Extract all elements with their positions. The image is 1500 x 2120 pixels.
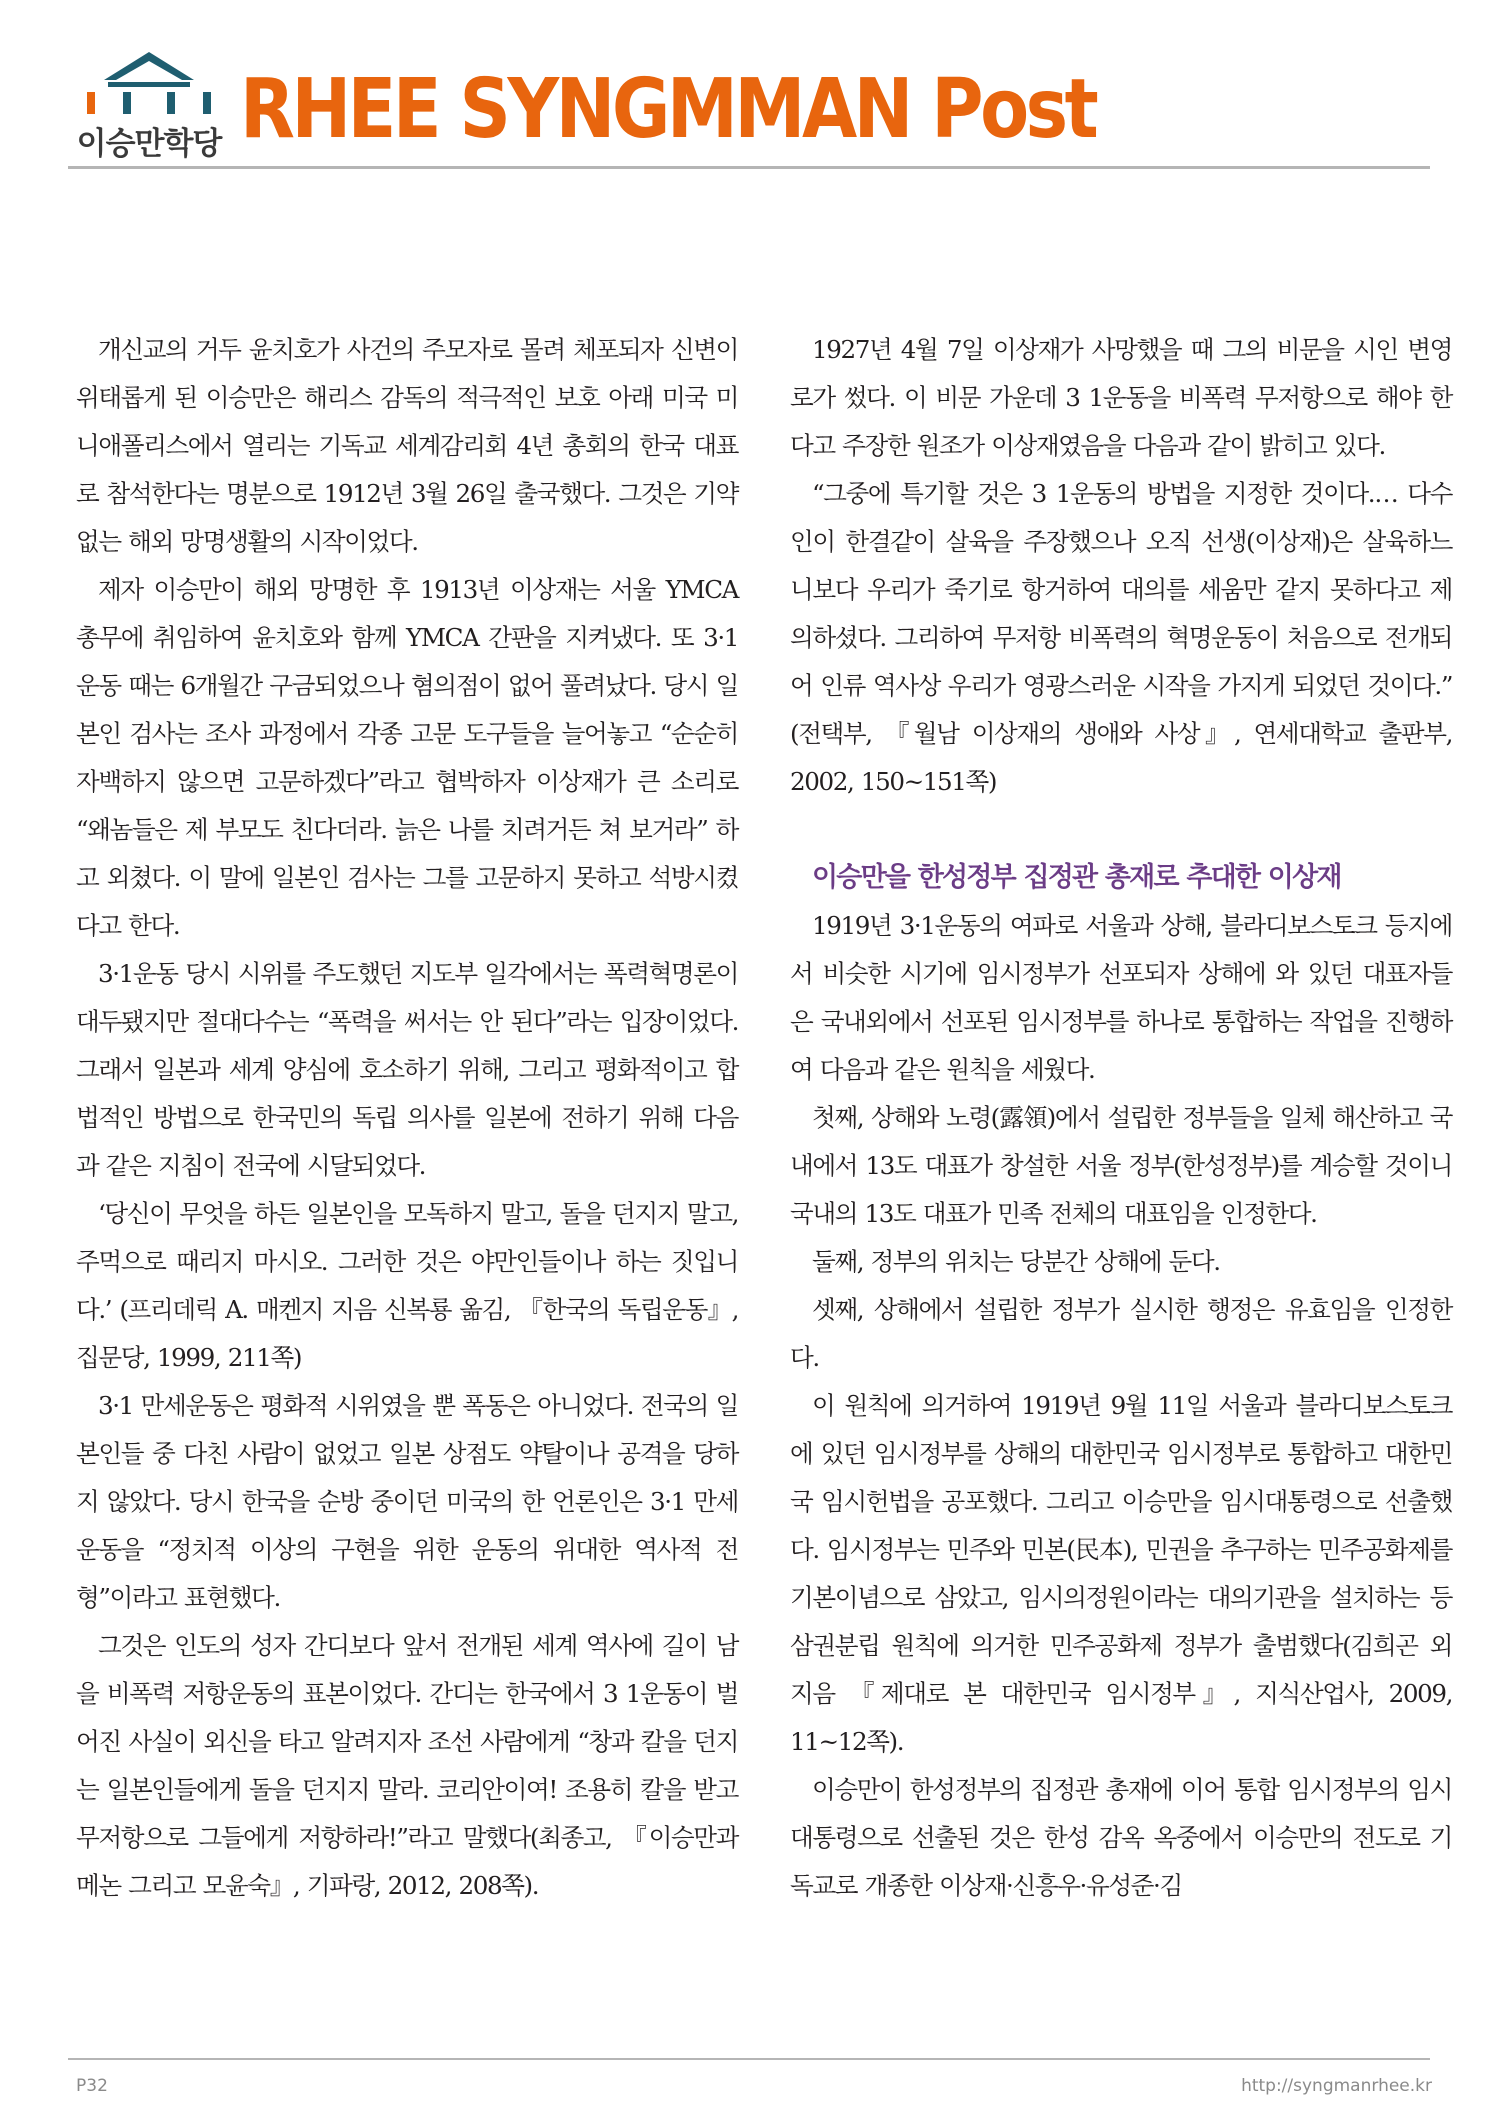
right-column bbox=[790, 326, 1452, 1910]
logo-text: 이승만학당 bbox=[76, 126, 222, 162]
body-paragraph: 이승만이 한성정부의 집정관 총재에 이어 통합 임시정부의 임시 대통령으로 선출된 것은 한성 감옥 옥중에서 이승만의 전도로 기독교로 개종한 이상재·신흥우·유성준·김 bbox=[790, 1775, 1452, 1900]
house-logo-icon bbox=[68, 52, 230, 122]
body-paragraph: 셋째, 상해에서 설립한 정부가 실시한 행정은 유효임을 인정한다. bbox=[790, 1295, 1452, 1372]
body-paragraph: 1927년 4월 7일 이상재가 사망했을 때 그의 비문을 시인 변영로가 썼다. 이 비문 가운데 3 1운동을 비폭력 무저항으로 해야 한다고 주장한 원조가 이상재였음을 다음과 같이 밝히고 있다. bbox=[790, 335, 1452, 460]
logo[interactable] bbox=[68, 52, 230, 162]
header bbox=[68, 48, 1428, 170]
body-paragraph: 둘째, 정부의 위치는 당분간 상해에 둔다. bbox=[812, 1247, 1220, 1276]
body-paragraph: 3·1운동 당시 시위를 주도했던 지도부 일각에서는 폭력혁명론이 대두됐지만 절대다수는 “폭력을 써서는 안 된다”라는 입장이었다. 그래서 일본과 세계 양심에 호소하기 위해, 그리고 평화적이고 합법적인 방법으로 한국민의 독립 의사를 일본에 전하기 위해 다음과 같은 지침이 전국에 시달되었다. bbox=[76, 959, 738, 1180]
footer-divider bbox=[68, 2058, 1430, 2060]
body-paragraph: 그것은 인도의 성자 간디보다 앞서 전개된 세계 역사에 길이 남을 비폭력 저항운동의 표본이었다. 간디는 한국에서 3 1운동이 벌어진 사실이 외신을 타고 알려지자 조선 사람에게 “창과 칼을 던지는 일본인들에게 돌을 던지지 말라. 코리안이여! 조용히 칼을 받고 무저항으로 그들에게 저항하라!”라고 말했다(최종고, 『이승만과 메논 그리고 모윤숙』, 기파랑, 2012, 208쪽). bbox=[76, 1631, 738, 1900]
quote-paragraph: “그중에 특기할 것은 3 1운동의 방법을 지정한 것이다.… 다수인이 한결같이 살육을 주장했으나 오직 선생(이상재)은 살육하느니보다 우리가 죽기로 항거하여 대의를 세움만 같지 못하다고 제의하셨다. 그리하여 무저항 비폭력의 혁명운동이 처음으로 전개되어 인류 역사상 우리가 영광스러운 시작을 가지게 되었던 것이다.” (전택부, 『월남 이상재의 생애와 사상』, 연세대학교 출판부, 2002, 150~151쪽) bbox=[790, 479, 1452, 796]
body-paragraph: 개신교의 거두 윤치호가 사건의 주모자로 몰려 체포되자 신변이 위태롭게 된 이승만은 해리스 감독의 적극적인 보호 아래 미국 미니애폴리스에서 열리는 기독교 세계감리회 4년 총회의 한국 대표로 참석한다는 명분으로 1912년 3월 26일 출국했다. 그것은 기약 없는 해외 망명생활의 시작이었다. bbox=[76, 335, 738, 556]
body-paragraph: 제자 이승만이 해외 망명한 후 1913년 이상재는 서울 YMCA 총무에 취임하여 윤치호와 함께 YMCA 간판을 지켜냈다. 또 3·1 운동 때는 6개월간 구금되었으나 혐의점이 없어 풀려났다. 당시 일본인 검사는 조사 과정에서 각종 고문 도구들을 늘어놓고 “순순히 자백하지 않으면 고문하겠다”라고 협박하자 이상재가 큰 소리로 “왜놈들은 제 부모도 친다더라. 늙은 나를 치려거든 쳐 보거라” 하고 외쳤다. 이 말에 일본인 검사는 그를 고문하지 못하고 석방시켰다고 한다. bbox=[76, 575, 738, 940]
body-paragraph: 첫째, 상해와 노령(露領)에서 설립한 정부들을 일체 해산하고 국내에서 13도 대표가 창설한 서울 정부(한성정부)를 계승할 것이니 국내의 13도 대표가 민족 전체의 대표임을 인정한다. bbox=[790, 1103, 1452, 1228]
header-divider bbox=[68, 166, 1430, 169]
site-url-link[interactable]: http://syngmanrhee.kr bbox=[1241, 2076, 1432, 2096]
page-number: P32 bbox=[76, 2076, 108, 2096]
body-paragraph: 3·1 만세운동은 평화적 시위였을 뿐 폭동은 아니었다. 전국의 일본인들 중 다친 사람이 없었고 일본 상점도 약탈이나 공격을 당하지 않았다. 당시 한국을 순방 중이던 미국의 한 언론인은 3·1 만세운동을 “정치적 이상의 구현을 위한 운동의 위대한 역사적 전형”이라고 표현했다. bbox=[76, 1391, 738, 1612]
masthead-title: RHEE SYNGMMAN Post bbox=[240, 62, 1096, 157]
section-heading: 이승만을 한성정부 집정관 총재로 추대한 이상재 bbox=[812, 862, 1341, 893]
left-column bbox=[76, 326, 738, 1910]
quote-paragraph: ‘당신이 무엇을 하든 일본인을 모독하지 말고, 돌을 던지지 말고, 주먹으로 때리지 마시오. 그러한 것은 야만인들이나 하는 짓입니다.’ (프리데릭 A. 매켄지 지음 신복룡 옮김, 『한국의 독립운동』, 집문당, 1999, 211쪽) bbox=[76, 1199, 738, 1372]
body-paragraph: 1919년 3·1운동의 여파로 서울과 상해, 블라디보스토크 등지에서 비슷한 시기에 임시정부가 선포되자 상해에 와 있던 대표자들은 국내외에서 선포된 임시정부를 하나로 통합하는 작업을 진행하여 다음과 같은 원칙을 세웠다. bbox=[790, 911, 1452, 1084]
body-paragraph: 이 원칙에 의거하여 1919년 9월 11일 서울과 블라디보스토크에 있던 임시정부를 상해의 대한민국 임시정부로 통합하고 대한민국 임시헌법을 공포했다. 그리고 이승만을 임시대통령으로 선출했다. 임시정부는 민주와 민본(民本), 민권을 추구하는 민주공화제를 기본이념으로 삼았고, 임시의정원이라는 대의기관을 설치하는 등 삼권분립 원칙에 의거한 민주공화제 정부가 출범했다(김희곤 외 지음 『제대로 본 대한민국 임시정부』, 지식산업사, 2009, 11~12쪽). bbox=[790, 1391, 1452, 1756]
